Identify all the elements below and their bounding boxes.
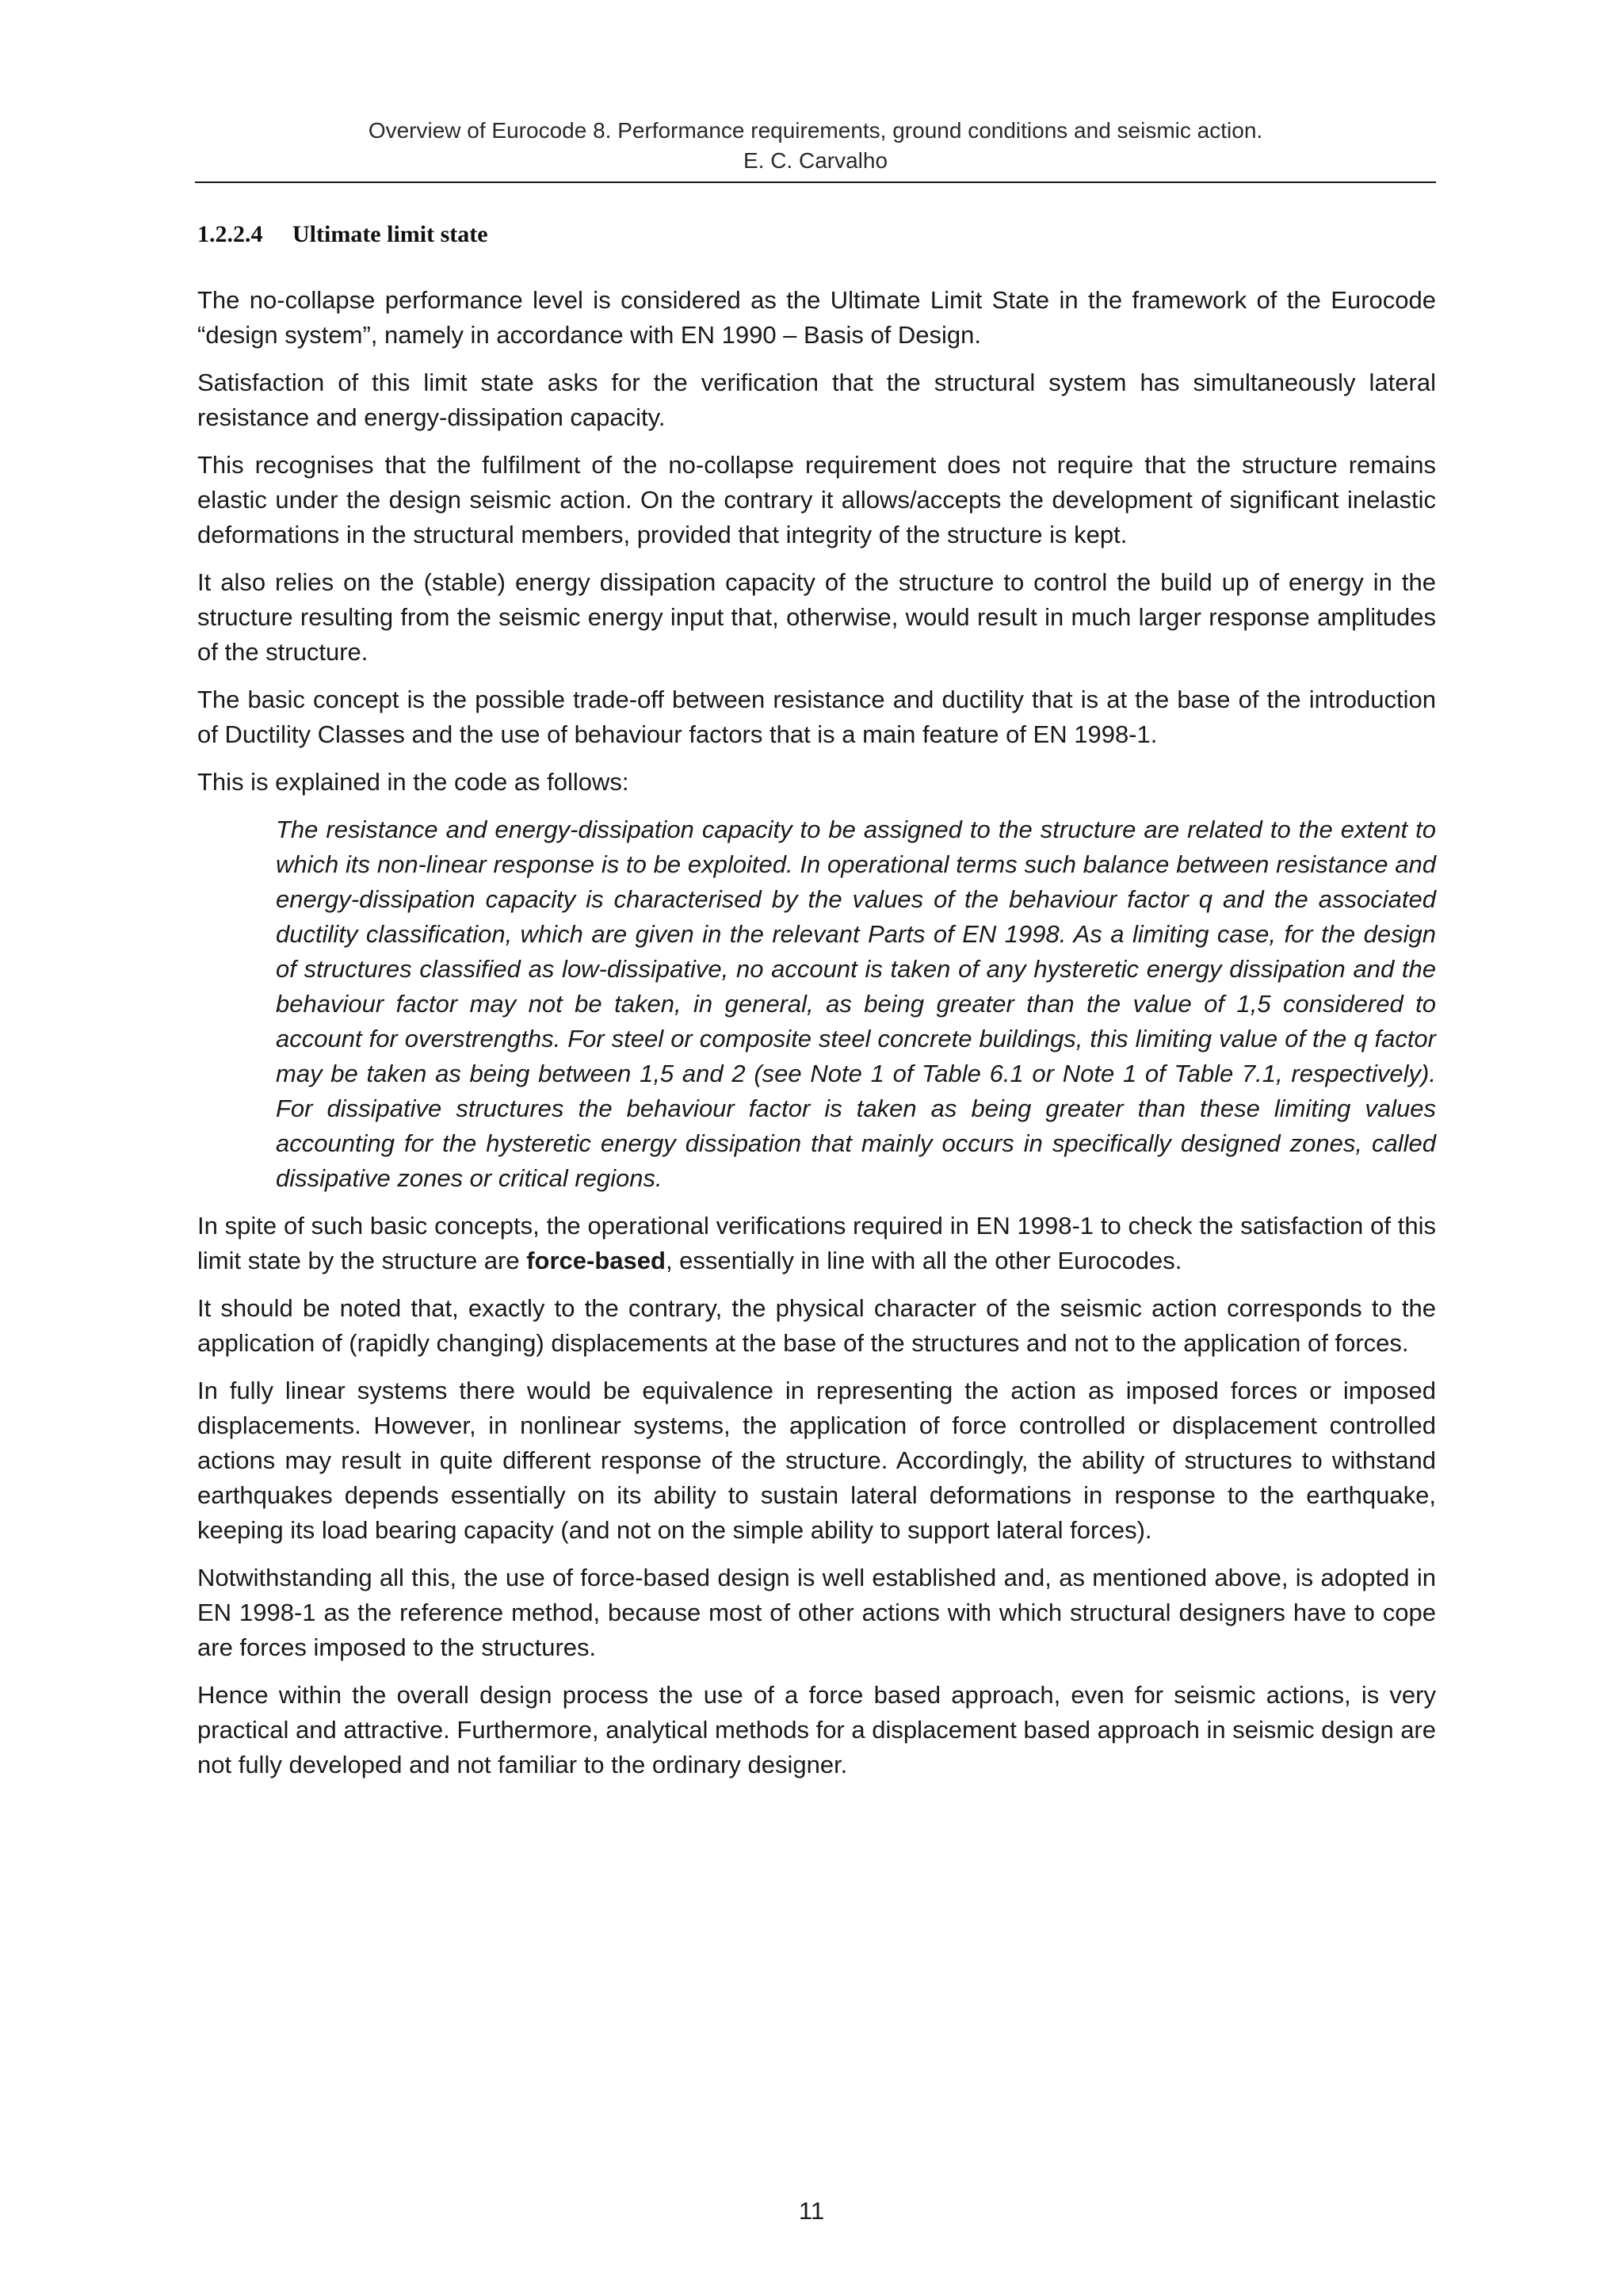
code-quote: The resistance and energy-dissipation capacity to be assigned to the structure are related to the extent to which its non-linear response is to be exploited. In operational terms such balance between resistance and energy-dissipation capacity is characterised by the values of the behaviour factor q and the associated ductility classification, which are given in the relevant Parts of EN 1998. As a limiting case, for the design of structures classified as low-dissipative, no account is taken of any hysteretic energy dissipation and the behaviour factor may not be taken, in general, as being greater than the value of 1,5 considered to account for overstrengths. For steel or composite steel concrete buildings, this limiting value of the q factor may be taken as being between 1,5 and 2 (see Note 1 of Table 6.1 or Note 1 of Table 7.1, respectively). For dissipative structures the behaviour factor is taken as being greater than these limiting values accounting for the hysteretic energy dissipation that mainly occurs in specifically designed zones, called dissipative zones or critical regions. xyxy=(276,816,1436,1192)
paragraph: The basic concept is the possible trade-off between resistance and ductility that is at the base of the introduction of Ductility Classes and the use of behaviour factors that is a main feature of EN 1998-1. xyxy=(197,686,1436,748)
header-author: E. C. Carvalho xyxy=(743,148,888,173)
header-title: Overview of Eurocode 8. Performance requirements, ground conditions and seismic action. xyxy=(368,118,1263,143)
paragraph: In fully linear systems there would be equivalence in representing the action as imposed forces or imposed displacements. However, in nonlinear systems, the application of force controlled or displacement controlled actions may result in quite different response of the structure. Accordingly, the ability of structures to withstand earthquakes depends essentially on its ability to sustain lateral deformations in response to the earthquake, keeping its load bearing capacity (and not on the simple ability to support lateral forces). xyxy=(197,1377,1436,1544)
paragraph: It should be noted that, exactly to the contrary, the physical character of the seismic action corresponds to the application of (rapidly changing) displacements at the base of the structures and not to the application of forces. xyxy=(197,1294,1436,1357)
section-title: Ultimate limit state xyxy=(292,221,488,247)
page-number: 11 xyxy=(798,2197,825,2225)
paragraph: Satisfaction of this limit state asks for the verification that the structural system has simultaneously lateral resistance and energy-dissipation capacity. xyxy=(197,369,1436,431)
paragraph: This recognises that the fulfilment of the no-collapse requirement does not require that the structure remains elastic under the design seismic action. On the contrary it allows/accepts the development of significant inelastic deformations in the structural members, provided that integrity of the structure is kept. xyxy=(197,451,1436,548)
section-number: 1.2.2.4 xyxy=(197,221,263,247)
paragraph-text: , essentially in line with all the other Eurocodes. xyxy=(665,1247,1182,1274)
paragraph xyxy=(197,1209,1436,1278)
body-text xyxy=(197,283,1436,1795)
paragraph: It also relies on the (stable) energy dissipation capacity of the structure to control the build up of energy in the structure resulting from the seismic energy input that, otherwise, would result in much larger response amplitudes of the structure. xyxy=(197,568,1436,666)
header-rule xyxy=(195,181,1436,183)
paragraph-text: In spite of such basic concepts, the operational verifications required in EN 1998-1 to check the satisfaction of this limit state by the structure are xyxy=(197,1212,1436,1274)
paragraph: Notwithstanding all this, the use of force-based design is well established and, as mentioned above, is adopted in EN 1998-1 as the reference method, because most of other actions with which structural designers have to cope are forces imposed to the structures. xyxy=(197,1564,1436,1661)
emphasis-force-based: force-based xyxy=(526,1247,666,1274)
running-header xyxy=(195,116,1436,176)
section-heading xyxy=(197,220,488,249)
paragraph: The no-collapse performance level is considered as the Ultimate Limit State in the framework of the Eurocode “design system”, namely in accordance with EN 1990 – Basis of Design. xyxy=(197,286,1436,349)
paragraph: This is explained in the code as follows: xyxy=(197,768,629,796)
paragraph: Hence within the overall design process the use of a force based approach, even for seismic actions, is very practical and attractive. Furthermore, analytical methods for a displacement based approach in seismic design are not fully developed and not familiar to the ordinary designer. xyxy=(197,1681,1436,1778)
